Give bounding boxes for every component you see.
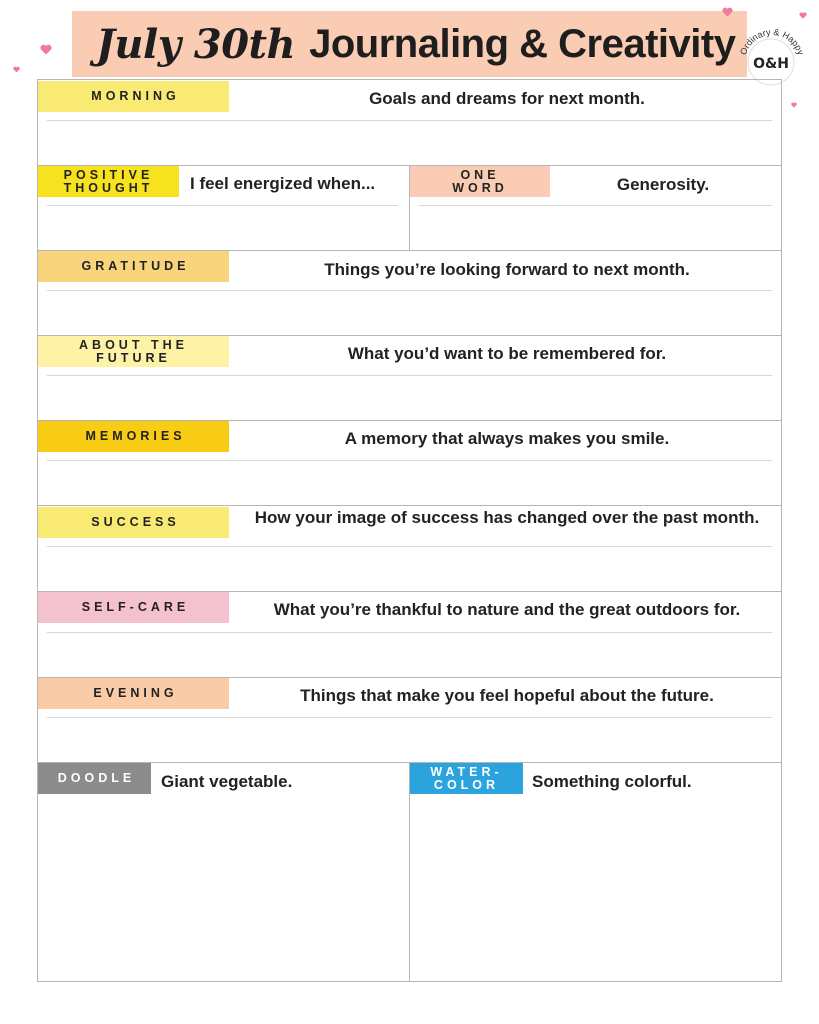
tag-gratitude: GRATITUDE	[38, 251, 229, 282]
prompt-memories: A memory that always makes you smile.	[344, 429, 670, 448]
prompt-positive-thought: I feel energized when...	[190, 174, 376, 193]
prompt-doodle: Giant vegetable.	[161, 772, 293, 791]
writing-line	[47, 546, 772, 547]
tag-positive-thought: POSITIVE THOUGHT	[38, 166, 179, 197]
prompt-self-care: What you’re thankful to nature and the great outdoors for.	[273, 600, 741, 619]
writing-line	[47, 375, 772, 376]
logo-arc-text: Ordinary & Happy	[738, 26, 806, 57]
writing-line	[47, 205, 398, 206]
tag-self-care: SELF-CARE	[38, 592, 229, 623]
heart-icon	[799, 12, 807, 19]
heart-icon	[791, 102, 797, 108]
heart-icon	[13, 66, 20, 73]
prompt-about-the-future: What you’d want to be remembered for.	[347, 344, 667, 363]
page-title: Journaling & Creativity	[309, 21, 736, 66]
prompt-watercolor: Something colorful.	[532, 772, 692, 791]
heart-icon	[722, 7, 733, 17]
writing-line	[47, 460, 772, 461]
title-banner	[72, 11, 747, 77]
tag-morning: MORNING	[38, 81, 229, 112]
heart-icon	[40, 44, 52, 55]
logo-monogram: O&H	[753, 56, 789, 72]
column-divider	[409, 762, 410, 982]
row-divider	[37, 505, 782, 506]
tag-doodle: DOODLE	[38, 763, 151, 794]
tag-watercolor: WATER-COLOR	[410, 763, 523, 794]
writing-line	[47, 632, 772, 633]
tag-evening: EVENING	[38, 678, 229, 709]
tag-one-word: ONE WORD	[410, 166, 550, 197]
prompt-morning: Goals and dreams for next month.	[369, 89, 645, 108]
writing-line	[47, 717, 772, 718]
prompt-gratitude: Things you’re looking forward to next month.	[324, 260, 690, 279]
tag-success: SUCCESS	[38, 507, 229, 538]
writing-line	[419, 205, 772, 206]
prompt-one-word: Generosity.	[616, 175, 710, 194]
tag-memories: MEMORIES	[38, 421, 229, 452]
writing-line	[47, 290, 772, 291]
prompt-evening: Things that make you feel hopeful about the future.	[300, 686, 714, 705]
page-date: July 30th	[96, 20, 296, 68]
writing-line	[47, 120, 772, 121]
tag-about-the-future: ABOUT THE FUTURE	[38, 336, 229, 367]
prompt-success: How your image of success has changed over the past month.	[254, 508, 760, 527]
